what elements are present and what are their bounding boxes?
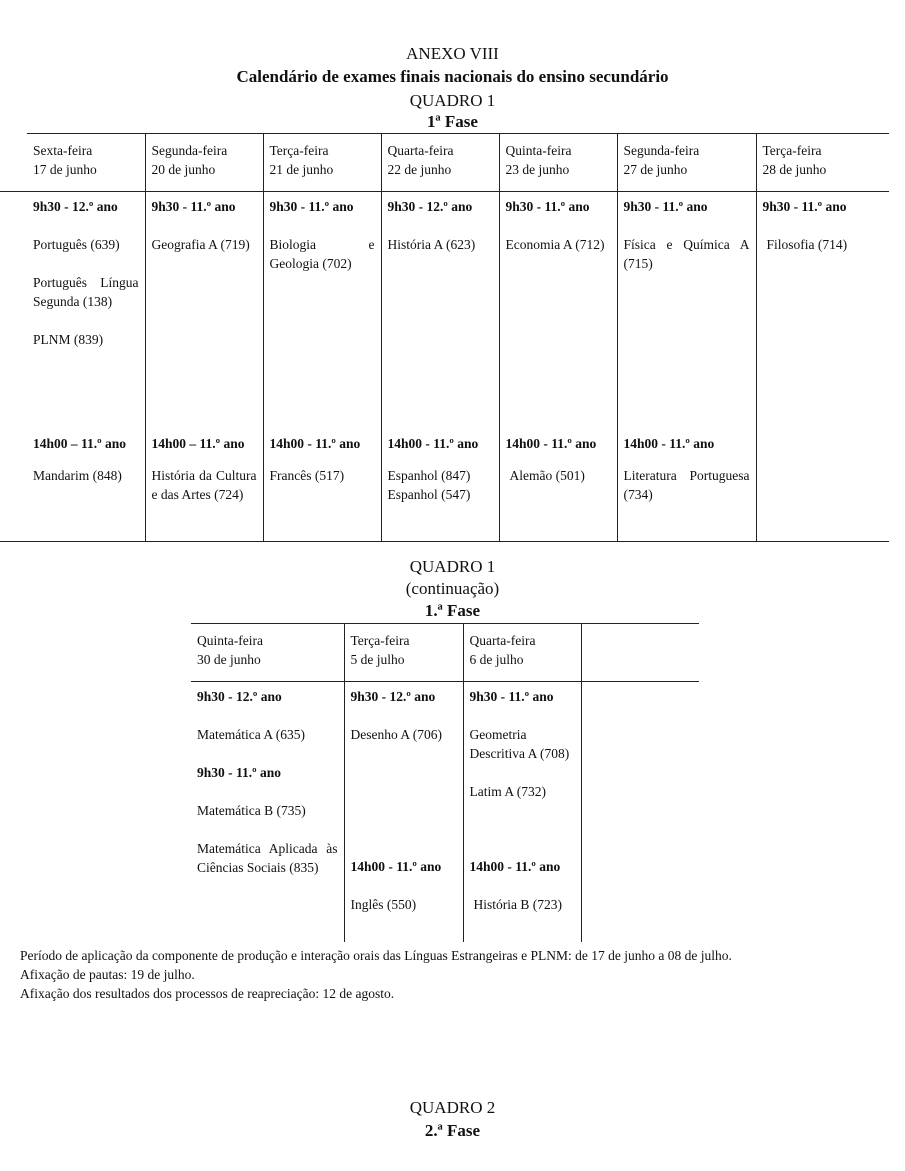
afternoon-session xyxy=(270,434,375,485)
document-title: Calendário de exames finais nacionais do ensino secundário xyxy=(236,67,669,86)
afternoon-session xyxy=(388,434,493,504)
morning-session xyxy=(351,687,457,857)
morning-session xyxy=(624,197,750,434)
session-time: 9h30 - 11.º ano xyxy=(762,199,847,214)
session-time: 14h00 – 11.º ano xyxy=(151,436,245,451)
table1-header-row xyxy=(0,134,889,192)
session-time: 9h30 - 11.º ano xyxy=(623,199,708,214)
table2-label: QUADRO 2 xyxy=(409,1098,496,1117)
day-cell xyxy=(381,192,499,542)
exam-entry: Literatura Portuguesa (734) xyxy=(623,468,750,502)
exam-entry: Desenho A (706) xyxy=(350,727,442,742)
day-header xyxy=(617,134,756,192)
session-time: 14h00 - 11.º ano xyxy=(387,436,479,451)
day-header-empty xyxy=(581,624,699,682)
session-time: 14h00 – 11.º ano xyxy=(33,436,126,451)
exam-entry: Latim A (732) xyxy=(469,784,546,799)
exam-entry: Geografia A (719) xyxy=(151,237,250,252)
day-name: Terça-feira xyxy=(762,143,822,158)
day-name: Quarta-feira xyxy=(387,143,454,158)
session-time: 9h30 - 12.º ano xyxy=(350,689,436,704)
session-time: 14h00 - 11.º ano xyxy=(623,436,715,451)
day-header xyxy=(381,134,499,192)
session-time: 14h00 - 11.º ano xyxy=(469,859,561,874)
table2-phase: 2.ª Fase xyxy=(424,1121,481,1140)
morning-session xyxy=(270,197,375,434)
session-time: 9h30 - 11.º ano xyxy=(469,689,554,704)
afternoon-session xyxy=(624,434,750,504)
day-cell xyxy=(756,192,889,542)
day-date: 28 de junho xyxy=(762,162,827,177)
continuation-phase: 1.ª Fase xyxy=(424,601,481,620)
session-time: 9h30 - 12.º ano xyxy=(387,199,473,214)
exam-entry: Filosofia (714) xyxy=(766,237,848,252)
morning-session xyxy=(763,197,884,434)
exam-entry: Inglês (550) xyxy=(350,897,417,912)
table1-body-row xyxy=(0,192,889,542)
afternoon-session xyxy=(152,434,257,504)
day-date: 17 de junho xyxy=(33,162,97,177)
day-header xyxy=(0,134,145,192)
day-cell xyxy=(344,682,463,943)
table1-phase: 1ª Fase xyxy=(427,112,478,131)
morning-session xyxy=(33,197,139,434)
exam-entry: Francês (517) xyxy=(269,468,345,483)
day-name: Terça-feira xyxy=(269,143,329,158)
exam-entry: Alemão (501) xyxy=(509,468,585,483)
table1-continuation xyxy=(191,624,699,942)
day-header xyxy=(145,134,263,192)
day-cell xyxy=(145,192,263,542)
session-time: 9h30 - 12.º ano xyxy=(33,199,118,214)
day-cell xyxy=(191,682,344,943)
session-time: 14h00 - 11.º ano xyxy=(269,436,361,451)
note-results-posting: Afixação de pautas: 19 de julho. xyxy=(20,967,195,982)
exam-entry: Espanhol (847) Espanhol (547) xyxy=(387,468,471,502)
exam-entry: PLNM (839) xyxy=(33,332,104,347)
session-time: 14h00 - 11.º ano xyxy=(350,859,442,874)
afternoon-session xyxy=(506,434,611,485)
day-name: Quinta-feira xyxy=(197,633,263,648)
morning-session xyxy=(152,197,257,434)
exam-entry: Biologia e Geologia (702) xyxy=(269,237,375,271)
exam-entry: Matemática A (635) xyxy=(197,727,305,742)
morning-session xyxy=(470,687,575,857)
session-time: 9h30 - 11.º ano xyxy=(151,199,236,214)
day-cell xyxy=(499,192,617,542)
day-header xyxy=(263,134,381,192)
exam-entry: Mandarim (848) xyxy=(33,468,122,483)
day-date: 22 de junho xyxy=(387,162,452,177)
continuation-body-row xyxy=(191,682,699,943)
day-date: 23 de junho xyxy=(505,162,570,177)
table1-continuation-label: QUADRO 1 xyxy=(409,557,496,576)
exam-entry: Português (639) xyxy=(33,237,120,252)
day-name: Quarta-feira xyxy=(469,633,536,648)
note-oral-period: Período de aplicação da componente de produção e interação orais das Línguas Estrangeiras e PLNM: de 17 de junho a 08 de julho. xyxy=(20,948,732,963)
morning-session xyxy=(506,197,611,434)
day-cell-empty xyxy=(581,682,699,943)
exam-entry: História B (723) xyxy=(473,897,562,912)
day-cell xyxy=(463,682,581,943)
exam-entry: Economia A (712) xyxy=(505,237,605,252)
day-date: 30 de junho xyxy=(197,652,261,667)
exam-entry: História A (623) xyxy=(387,237,476,252)
exam-entry: Matemática Aplicada às Ciências Sociais (835) xyxy=(197,841,338,875)
day-header xyxy=(756,134,889,192)
morning-session xyxy=(388,197,493,434)
continuation-subtitle: (continuação) xyxy=(405,579,500,598)
day-name: Quinta-feira xyxy=(505,143,572,158)
session-time: 9h30 - 12.º ano xyxy=(197,689,282,704)
session-time: 9h30 - 11.º ano xyxy=(197,765,281,780)
annex-label: ANEXO VIII xyxy=(406,44,499,63)
session-time: 9h30 - 11.º ano xyxy=(269,199,354,214)
day-header xyxy=(463,624,581,682)
day-date: 20 de junho xyxy=(151,162,216,177)
session-time: 14h00 - 11.º ano xyxy=(505,436,597,451)
day-header xyxy=(499,134,617,192)
day-date: 5 de julho xyxy=(350,652,405,667)
day-date: 27 de junho xyxy=(623,162,688,177)
exam-entry: Matemática B (735) xyxy=(197,803,306,818)
day-name: Segunda-feira xyxy=(623,143,700,158)
exam-entry: Física e Química A (715) xyxy=(623,237,750,271)
day-name: Segunda-feira xyxy=(151,143,228,158)
notes xyxy=(20,946,732,1003)
day-cell xyxy=(617,192,756,542)
table1-label: QUADRO 1 xyxy=(409,91,496,110)
day-name: Sexta-feira xyxy=(33,143,93,158)
note-appeal-results: Afixação dos resultados dos processos de reapreciação: 12 de agosto. xyxy=(20,986,395,1001)
day-name: Terça-feira xyxy=(350,633,410,648)
exam-entry: História da Cultura e das Artes (724) xyxy=(151,468,257,502)
continuation-header-row xyxy=(191,624,699,682)
session-time: 9h30 - 11.º ano xyxy=(505,199,590,214)
day-header xyxy=(191,624,344,682)
table1 xyxy=(0,134,889,542)
day-cell xyxy=(263,192,381,542)
exam-entry: Geometria Descritiva A (708) xyxy=(469,727,570,761)
afternoon-session xyxy=(33,434,139,485)
day-cell xyxy=(0,192,145,542)
day-date: 21 de junho xyxy=(269,162,334,177)
day-header xyxy=(344,624,463,682)
day-date: 6 de julho xyxy=(469,652,524,667)
exam-entry: Português Língua Segunda (138) xyxy=(33,275,139,309)
